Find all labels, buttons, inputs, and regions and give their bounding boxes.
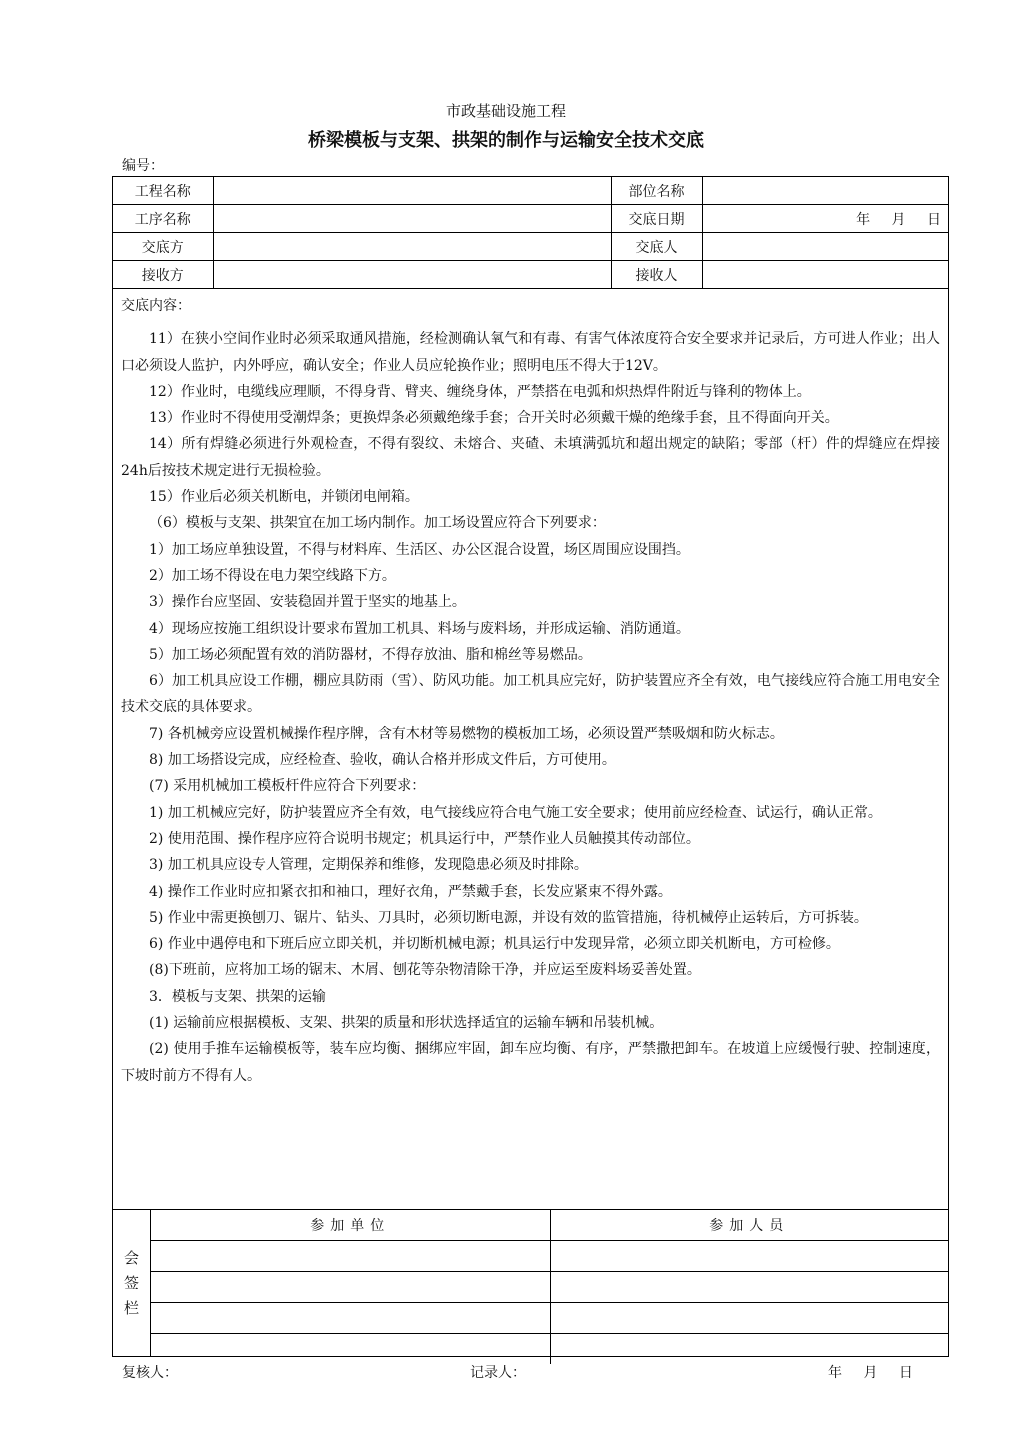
document-title: 桥梁模板与支架、拱架的制作与运输安全技术交底 [308,130,704,151]
issuer-person-label: 交底人 [611,233,702,261]
content-paragraph: 2) 使用范围、操作程序应符合说明书规定；机具运行中，严禁作业人员触摸其传动部位。 [149,830,700,847]
participating-person-field[interactable] [550,1303,948,1334]
content-paragraph: 7) 各机械旁应设置机械操作程序牌，含有木材等易燃物的模板加工场，必须设置严禁吸烟和防火标志。 [149,725,784,742]
content-paragraph: 11）在狭小空间作业时必须采取通风措施，经检测确认氧气和有毒、有害气体浓度符合安全要求并记录后，方可进人作业；出人口必须设人监护，内外呼应，确认安全；作业人员应轮换作业；照明电压不得大于12V。 [121,331,940,374]
info-row-issuer [113,233,948,261]
content-paragraph: 5) 作业中需更换刨刀、锯片、钻头、刀具时，必须切断电源，并设有效的监管措施，待机械停止运转后，方可拆装。 [149,909,868,926]
content-paragraph: 1) 加工机械应完好，防护装置应齐全有效，电气接线应符合电气施工安全要求；使用前应经检查、试运行，确认正常。 [149,804,882,821]
content-paragraph: 8) 加工场搭设完成，应经检查、验收，确认合格并形成文件后，方可使用。 [149,752,616,769]
disclosure-content [113,291,948,1208]
part-name-field[interactable] [702,177,948,205]
participating-unit-field[interactable] [151,1241,550,1272]
signoff-header-row [151,1210,948,1241]
signoff-side-char: 栏 [123,1299,139,1317]
info-table [113,177,948,289]
receiver-party-label: 接收方 [113,261,213,289]
content-paragraph: (7) 采用机械加工模板杆件应符合下列要求： [149,778,426,795]
receiver-party-field[interactable] [213,261,611,289]
signoff-side-char: 会 [123,1249,139,1267]
issuer-person-field[interactable] [702,233,948,261]
participating-unit-field[interactable] [151,1334,550,1365]
content-paragraph: 3）操作台应坚固、安装稳固并置于坚实的地基上。 [149,594,466,611]
signoff-row [151,1241,948,1272]
content-paragraph: (8)下班前，应将加工场的锯末、木屑、刨花等杂物清除干净，并应运至废料场妥善处置。 [149,962,701,979]
content-paragraph: （6）模板与支架、拱架宜在加工场内制作。加工场设置应符合下列要求： [149,515,606,532]
document-subtitle: 市政基础设施工程 [445,102,566,120]
disclosure-date-label: 交底日期 [611,205,702,233]
content-paragraph: 6）加工机具应设工作棚，棚应具防雨（雪）、防风功能。加工机具应完好，防护装置应齐全有效，电气接线应符合施工用电安全技术交底的具体要求。 [121,673,940,716]
part-name-label: 部位名称 [611,177,702,205]
content-paragraph: 6) 作业中遇停电和下班后应立即关机，并切断机械电源；机具运行中发现异常，必须立即关机断电，方可检修。 [149,936,840,953]
participating-person-field[interactable] [550,1272,948,1303]
disclosure-date-field[interactable]: 年 月 日 [702,205,948,233]
content-paragraph: 4) 操作工作业时应扣紧衣扣和袖口，理好衣角，严禁戴手套，长发应紧束不得外露。 [149,883,672,900]
issuer-party-label: 交底方 [113,233,213,261]
participating-person-header: 参加人员 [550,1210,948,1241]
receiver-person-field[interactable] [702,261,948,289]
signoff-side-label [113,1210,151,1357]
project-name-field[interactable] [213,177,611,205]
footer-date: 年 月 日 [828,1365,914,1381]
process-name-label: 工序名称 [113,205,213,233]
content-paragraph: (1) 运输前应根据模板、支架、拱架的质量和形状选择适宜的运输车辆和吊装机械。 [149,1015,664,1032]
serial-number-label: 编号： [122,158,164,174]
content-paragraph: 5）加工场必须配置有效的消防器材，不得存放油、脂和棉丝等易燃品。 [149,646,592,663]
signoff-row [151,1334,948,1365]
content-paragraph: 3) 加工机具应设专人管理，定期保养和维修，发现隐患必须及时排除。 [149,857,588,874]
content-paragraph: 12）作业时，电缆线应理顺，不得身背、臂夹、缠绕身体，严禁搭在电弧和炽热焊件附近与锋利的物体上。 [149,383,811,400]
info-row-project [113,177,948,205]
info-row-receiver [113,261,948,289]
signoff-section [113,1209,948,1357]
content-paragraph: 13）作业时不得使用受潮焊条；更换焊条必须戴绝缘手套；合开关时必须戴干燥的绝缘手套，且不得面向开关。 [149,410,839,427]
content-paragraph: 14）所有焊缝必须进行外观检查，不得有裂纹、未熔合、夹碴、未填满弧坑和超出规定的缺陷；零部（杆）件的焊缝应在焊接24h后按技术规定进行无损检验。 [121,436,940,479]
signoff-table [151,1210,948,1364]
participating-person-field[interactable] [550,1241,948,1272]
signoff-row [151,1272,948,1303]
signoff-side-char: 签 [123,1274,139,1292]
project-name-label: 工程名称 [113,177,213,205]
content-paragraph: 1）加工场应单独设置，不得与材料库、生活区、办公区混合设置，场区周围应设围挡。 [149,541,690,558]
content-paragraph: 3．模板与支架、拱架的运输 [149,988,326,1005]
content-label: 交底内容： [121,298,191,314]
recorder-label: 记录人： [470,1365,526,1381]
content-paragraph: 4）现场应按施工组织设计要求布置加工机具、料场与废料场，并形成运输、消防通道。 [149,620,690,637]
content-paragraph: (2) 使用手推车运输模板等，装车应均衡、捆绑应牢固，卸车应均衡、有序，严禁撒把卸车。在坡道上应缓慢行驶、控制速度，下坡时前方不得有人。 [121,1041,940,1084]
disclosure-form [112,176,949,1357]
content-paragraph: 2）加工场不得设在电力架空线路下方。 [149,567,396,584]
reviewer-label: 复核人： [122,1365,178,1381]
participating-person-field[interactable] [550,1334,948,1365]
participating-unit-header: 参加单位 [151,1210,550,1241]
info-row-process [113,205,948,233]
signoff-row [151,1303,948,1334]
content-paragraph: 15）作业后必须关机断电，并锁闭电闸箱。 [149,489,419,506]
receiver-person-label: 接收人 [611,261,702,289]
process-name-field[interactable] [213,205,611,233]
participating-unit-field[interactable] [151,1303,550,1334]
participating-unit-field[interactable] [151,1272,550,1303]
issuer-party-field[interactable] [213,233,611,261]
